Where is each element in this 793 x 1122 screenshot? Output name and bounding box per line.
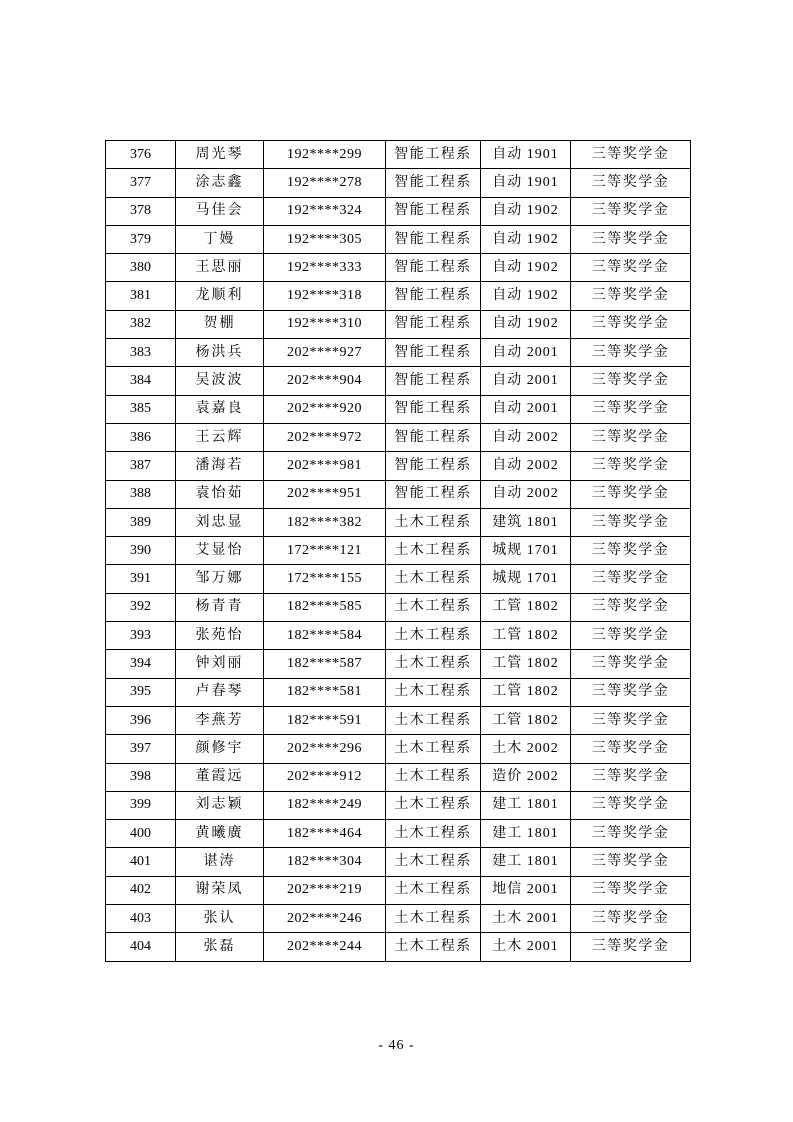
cell-name: 贺棚: [176, 310, 264, 338]
cell-index: 376: [106, 141, 176, 169]
cell-award: 三等奖学金: [571, 508, 691, 536]
cell-award: 三等奖学金: [571, 282, 691, 310]
cell-class: 土木 2001: [481, 905, 571, 933]
cell-class: 自动 2002: [481, 452, 571, 480]
cell-class: 建工 1801: [481, 848, 571, 876]
cell-index: 385: [106, 395, 176, 423]
cell-class: 自动 1901: [481, 141, 571, 169]
cell-name: 谢荣凤: [176, 876, 264, 904]
cell-award: 三等奖学金: [571, 423, 691, 451]
cell-student-id: 202****246: [264, 905, 386, 933]
cell-award: 三等奖学金: [571, 791, 691, 819]
cell-award: 三等奖学金: [571, 706, 691, 734]
cell-name: 邹万娜: [176, 565, 264, 593]
cell-award: 三等奖学金: [571, 225, 691, 253]
cell-award: 三等奖学金: [571, 735, 691, 763]
cell-name: 王思丽: [176, 254, 264, 282]
cell-award: 三等奖学金: [571, 395, 691, 423]
cell-department: 智能工程系: [386, 282, 481, 310]
cell-class: 建筑 1801: [481, 508, 571, 536]
cell-name: 涂志鑫: [176, 169, 264, 197]
table-row: [106, 141, 691, 169]
cell-department: 智能工程系: [386, 169, 481, 197]
cell-class: 工管 1802: [481, 622, 571, 650]
cell-student-id: 202****904: [264, 367, 386, 395]
cell-award: 三等奖学金: [571, 480, 691, 508]
cell-student-id: 172****121: [264, 537, 386, 565]
table-row: [106, 423, 691, 451]
cell-name: 马佳会: [176, 197, 264, 225]
cell-class: 自动 2001: [481, 367, 571, 395]
table-row: [106, 791, 691, 819]
table-row: [106, 933, 691, 961]
cell-index: 393: [106, 622, 176, 650]
cell-name: 董霞远: [176, 763, 264, 791]
cell-department: 智能工程系: [386, 197, 481, 225]
cell-department: 智能工程系: [386, 395, 481, 423]
cell-index: 403: [106, 905, 176, 933]
cell-class: 自动 1902: [481, 197, 571, 225]
cell-student-id: 182****464: [264, 820, 386, 848]
cell-class: 工管 1802: [481, 706, 571, 734]
cell-index: 379: [106, 225, 176, 253]
cell-student-id: 182****581: [264, 678, 386, 706]
cell-student-id: 192****318: [264, 282, 386, 310]
cell-class: 自动 2002: [481, 480, 571, 508]
cell-name: 杨洪兵: [176, 339, 264, 367]
cell-index: 377: [106, 169, 176, 197]
cell-class: 建工 1801: [481, 791, 571, 819]
cell-award: 三等奖学金: [571, 848, 691, 876]
cell-index: 382: [106, 310, 176, 338]
table-row: [106, 225, 691, 253]
cell-department: 土木工程系: [386, 565, 481, 593]
cell-student-id: 202****920: [264, 395, 386, 423]
cell-name: 龙顺利: [176, 282, 264, 310]
table-row: [106, 848, 691, 876]
cell-department: 智能工程系: [386, 310, 481, 338]
table-row: [106, 339, 691, 367]
cell-class: 自动 1902: [481, 310, 571, 338]
cell-index: 387: [106, 452, 176, 480]
cell-class: 自动 1901: [481, 169, 571, 197]
table-row: [106, 282, 691, 310]
cell-department: 土木工程系: [386, 537, 481, 565]
scholarship-table-body: [106, 141, 691, 962]
cell-index: 384: [106, 367, 176, 395]
cell-name: 张认: [176, 905, 264, 933]
cell-department: 智能工程系: [386, 423, 481, 451]
cell-name: 刘志颖: [176, 791, 264, 819]
cell-student-id: 192****299: [264, 141, 386, 169]
cell-award: 三等奖学金: [571, 310, 691, 338]
cell-student-id: 202****296: [264, 735, 386, 763]
cell-award: 三等奖学金: [571, 452, 691, 480]
table-row: [106, 905, 691, 933]
cell-index: 401: [106, 848, 176, 876]
cell-index: 381: [106, 282, 176, 310]
cell-class: 自动 2001: [481, 395, 571, 423]
cell-award: 三等奖学金: [571, 763, 691, 791]
cell-department: 土木工程系: [386, 622, 481, 650]
cell-award: 三等奖学金: [571, 169, 691, 197]
cell-award: 三等奖学金: [571, 905, 691, 933]
cell-student-id: 192****333: [264, 254, 386, 282]
cell-name: 艾显怡: [176, 537, 264, 565]
cell-index: 397: [106, 735, 176, 763]
cell-class: 自动 1902: [481, 282, 571, 310]
table-row: [106, 706, 691, 734]
cell-department: 土木工程系: [386, 650, 481, 678]
cell-award: 三等奖学金: [571, 254, 691, 282]
cell-name: 王云辉: [176, 423, 264, 451]
cell-class: 城规 1701: [481, 565, 571, 593]
cell-student-id: 202****972: [264, 423, 386, 451]
cell-student-id: 202****951: [264, 480, 386, 508]
cell-department: 土木工程系: [386, 933, 481, 961]
cell-name: 潘海若: [176, 452, 264, 480]
table-row: [106, 197, 691, 225]
cell-class: 自动 2001: [481, 339, 571, 367]
table-row: [106, 565, 691, 593]
table-row: [106, 508, 691, 536]
cell-name: 刘忠显: [176, 508, 264, 536]
cell-department: 智能工程系: [386, 254, 481, 282]
cell-name: 钟刘丽: [176, 650, 264, 678]
cell-index: 390: [106, 537, 176, 565]
cell-department: 土木工程系: [386, 678, 481, 706]
cell-class: 工管 1802: [481, 650, 571, 678]
cell-award: 三等奖学金: [571, 367, 691, 395]
cell-award: 三等奖学金: [571, 141, 691, 169]
cell-award: 三等奖学金: [571, 622, 691, 650]
cell-index: 388: [106, 480, 176, 508]
cell-student-id: 182****584: [264, 622, 386, 650]
table-row: [106, 735, 691, 763]
cell-class: 土木 2002: [481, 735, 571, 763]
table-row: [106, 537, 691, 565]
cell-name: 周光琴: [176, 141, 264, 169]
cell-award: 三等奖学金: [571, 339, 691, 367]
cell-student-id: 192****324: [264, 197, 386, 225]
cell-student-id: 182****591: [264, 706, 386, 734]
cell-class: 自动 1902: [481, 254, 571, 282]
cell-department: 土木工程系: [386, 848, 481, 876]
cell-index: 392: [106, 593, 176, 621]
table-row: [106, 254, 691, 282]
cell-award: 三等奖学金: [571, 537, 691, 565]
cell-student-id: 192****310: [264, 310, 386, 338]
cell-department: 土木工程系: [386, 508, 481, 536]
cell-index: 378: [106, 197, 176, 225]
cell-class: 自动 2002: [481, 423, 571, 451]
cell-award: 三等奖学金: [571, 593, 691, 621]
cell-department: 智能工程系: [386, 480, 481, 508]
cell-name: 袁嘉良: [176, 395, 264, 423]
cell-class: 自动 1902: [481, 225, 571, 253]
table-row: [106, 593, 691, 621]
cell-index: 394: [106, 650, 176, 678]
cell-class: 建工 1801: [481, 820, 571, 848]
cell-department: 智能工程系: [386, 367, 481, 395]
cell-name: 李燕芳: [176, 706, 264, 734]
cell-class: 工管 1802: [481, 678, 571, 706]
cell-index: 402: [106, 876, 176, 904]
cell-index: 389: [106, 508, 176, 536]
cell-index: 395: [106, 678, 176, 706]
cell-department: 土木工程系: [386, 876, 481, 904]
table-row: [106, 452, 691, 480]
table-row: [106, 678, 691, 706]
cell-student-id: 202****927: [264, 339, 386, 367]
cell-student-id: 202****219: [264, 876, 386, 904]
cell-department: 土木工程系: [386, 763, 481, 791]
cell-department: 土木工程系: [386, 706, 481, 734]
cell-student-id: 182****304: [264, 848, 386, 876]
page-number: - 46 -: [378, 1038, 415, 1053]
cell-student-id: 202****912: [264, 763, 386, 791]
cell-student-id: 182****382: [264, 508, 386, 536]
cell-student-id: 192****305: [264, 225, 386, 253]
table-row: [106, 650, 691, 678]
cell-class: 造价 2002: [481, 763, 571, 791]
cell-index: 391: [106, 565, 176, 593]
table-row: [106, 169, 691, 197]
cell-student-id: 202****981: [264, 452, 386, 480]
table-row: [106, 876, 691, 904]
table-row: [106, 480, 691, 508]
cell-award: 三等奖学金: [571, 678, 691, 706]
cell-index: 404: [106, 933, 176, 961]
cell-department: 土木工程系: [386, 820, 481, 848]
cell-award: 三等奖学金: [571, 933, 691, 961]
cell-department: 智能工程系: [386, 141, 481, 169]
cell-department: 智能工程系: [386, 225, 481, 253]
cell-name: 吴波波: [176, 367, 264, 395]
cell-class: 土木 2001: [481, 933, 571, 961]
cell-class: 地信 2001: [481, 876, 571, 904]
cell-student-id: 182****585: [264, 593, 386, 621]
cell-name: 丁嫚: [176, 225, 264, 253]
cell-award: 三等奖学金: [571, 565, 691, 593]
cell-index: 380: [106, 254, 176, 282]
cell-index: 386: [106, 423, 176, 451]
cell-class: 城规 1701: [481, 537, 571, 565]
cell-index: 399: [106, 791, 176, 819]
cell-award: 三等奖学金: [571, 650, 691, 678]
cell-student-id: 192****278: [264, 169, 386, 197]
table-row: [106, 367, 691, 395]
cell-index: 398: [106, 763, 176, 791]
cell-name: 杨青青: [176, 593, 264, 621]
cell-name: 谌涛: [176, 848, 264, 876]
cell-index: 396: [106, 706, 176, 734]
cell-student-id: 202****244: [264, 933, 386, 961]
cell-student-id: 182****249: [264, 791, 386, 819]
cell-award: 三等奖学金: [571, 876, 691, 904]
cell-award: 三等奖学金: [571, 820, 691, 848]
cell-name: 卢春琴: [176, 678, 264, 706]
table-row: [106, 395, 691, 423]
cell-index: 383: [106, 339, 176, 367]
cell-department: 土木工程系: [386, 593, 481, 621]
scholarship-table: [105, 140, 691, 962]
cell-department: 土木工程系: [386, 905, 481, 933]
cell-department: 智能工程系: [386, 339, 481, 367]
cell-department: 土木工程系: [386, 735, 481, 763]
cell-award: 三等奖学金: [571, 197, 691, 225]
cell-name: 张磊: [176, 933, 264, 961]
cell-student-id: 172****155: [264, 565, 386, 593]
cell-name: 袁怡茹: [176, 480, 264, 508]
table-row: [106, 310, 691, 338]
cell-student-id: 182****587: [264, 650, 386, 678]
cell-name: 颜修宇: [176, 735, 264, 763]
cell-department: 土木工程系: [386, 791, 481, 819]
table-row: [106, 820, 691, 848]
cell-class: 工管 1802: [481, 593, 571, 621]
cell-department: 智能工程系: [386, 452, 481, 480]
cell-name: 黄曦廣: [176, 820, 264, 848]
cell-index: 400: [106, 820, 176, 848]
cell-name: 张苑怡: [176, 622, 264, 650]
table-row: [106, 763, 691, 791]
table-row: [106, 622, 691, 650]
